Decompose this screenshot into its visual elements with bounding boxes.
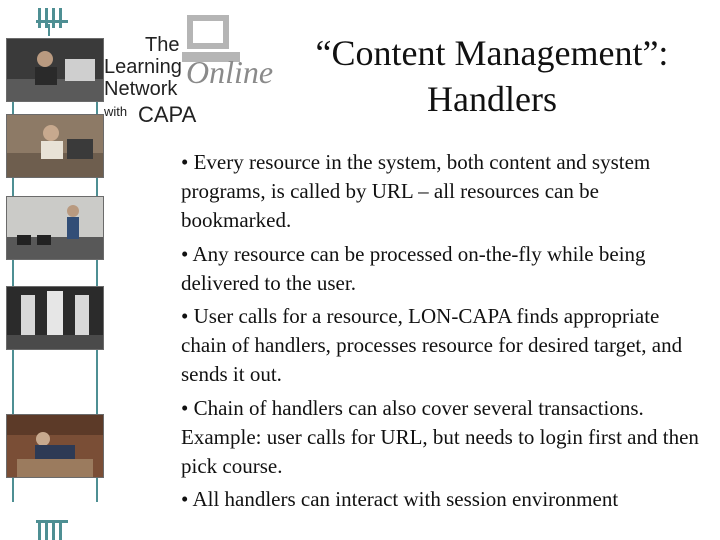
photo-student-desk: [6, 114, 104, 178]
comb-top-icon: [34, 6, 70, 32]
strip-connector: [48, 24, 50, 36]
logo-the: The: [145, 34, 180, 56]
bullet-item: • User calls for a resource, LON-CAPA finds appropriate chain of handlers, processes resource for desired target, and sends it out.: [181, 304, 683, 387]
slide-title: [262, 30, 720, 122]
title-line-2: Handlers: [427, 79, 557, 119]
photo-lecture-room: [6, 196, 104, 260]
bullet-item: • Chain of handlers can also cover several transactions. Example: user calls for URL, but needs to login first and then pick course.: [181, 395, 699, 479]
logo-capa: CAPA: [138, 102, 197, 127]
photo-library-hall: [6, 286, 104, 350]
bullet-item: • Any resource can be processed on-the-fly while being delivered to the user.: [181, 241, 646, 295]
comb-bottom-icon: [34, 514, 70, 540]
bullet-item: • All handlers can interact with session environment: [181, 487, 619, 512]
bullet-list: [181, 148, 701, 518]
title-line-1: “Content Management”:: [315, 33, 669, 73]
logo-with: with: [104, 104, 128, 119]
logo-learning: Learning: [104, 56, 182, 78]
photo-student-computer: [6, 38, 104, 102]
photo-student-reading: [6, 414, 104, 478]
logo-network: Network: [104, 78, 178, 100]
logo-online: Online: [186, 54, 274, 90]
bullet-item: • Every resource in the system, both content and system programs, is called by URL – all resources can be bookmarked.: [181, 150, 651, 233]
